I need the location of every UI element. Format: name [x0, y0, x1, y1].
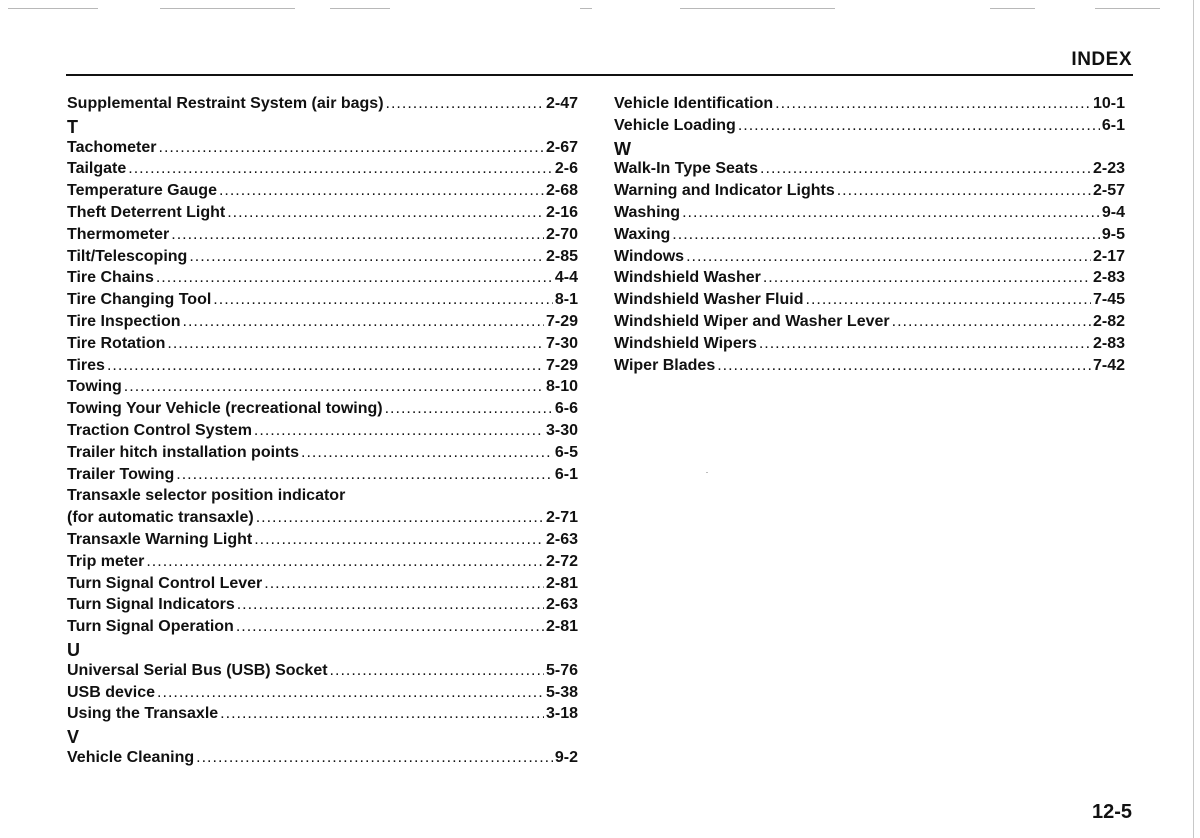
index-entry — [614, 226, 1125, 248]
index-entry — [67, 444, 578, 466]
entry-label: Walk-In Type Seats — [614, 160, 759, 178]
dot-leader — [837, 182, 1091, 200]
entry-page-ref: 2-23 — [1092, 160, 1125, 178]
entry-page-ref: 2-6 — [554, 160, 578, 178]
section-letter-text: V — [67, 727, 80, 748]
dot-leader — [156, 269, 553, 287]
dot-leader — [254, 531, 544, 549]
index-entry — [67, 313, 578, 335]
entry-label: Tilt/Telescoping — [67, 247, 188, 265]
section-letter — [67, 727, 578, 749]
entry-page-ref: 5-76 — [545, 661, 578, 679]
dot-leader — [176, 466, 553, 484]
index-entry — [67, 618, 578, 640]
index-entry — [67, 575, 578, 597]
entry-page-ref: 6-5 — [554, 443, 578, 461]
entry-page-ref: 2-47 — [545, 95, 578, 112]
section-letter-text: U — [67, 639, 80, 660]
entry-page-ref: 2-81 — [545, 618, 578, 636]
dot-leader — [717, 357, 1091, 375]
entry-page-ref: 2-72 — [545, 552, 578, 570]
index-entry — [614, 182, 1125, 204]
index-entry — [67, 531, 578, 553]
entry-page-ref: 6-6 — [554, 400, 578, 418]
dot-leader — [213, 291, 553, 309]
entry-label: Tire Chains — [67, 269, 154, 287]
entry-page-ref: 2-83 — [1092, 334, 1125, 352]
dot-leader — [157, 684, 544, 702]
entry-page-ref: 2-82 — [1092, 312, 1125, 330]
entry-page-ref: 2-16 — [545, 203, 578, 221]
index-entry — [67, 269, 578, 291]
entry-page-ref: 3-18 — [545, 705, 578, 723]
entry-page-ref: 10-1 — [1092, 95, 1125, 112]
entry-page-ref: 2-68 — [545, 182, 578, 200]
header-rule — [66, 74, 1133, 76]
entry-label: Tire Changing Tool — [67, 291, 212, 309]
entry-label: Trailer hitch installation points — [67, 443, 300, 461]
entry-label: Turn Signal Operation — [67, 618, 234, 636]
entry-page-ref: 7-29 — [545, 356, 578, 374]
dot-leader — [759, 335, 1091, 353]
entry-label: Tires — [67, 356, 105, 374]
dot-leader — [237, 596, 544, 614]
index-entry — [67, 400, 578, 422]
index-entry — [67, 160, 578, 182]
index-entry — [67, 248, 578, 270]
entry-page-ref: 2-67 — [545, 138, 578, 156]
entry-page-ref: 4-4 — [554, 269, 578, 287]
entry-label: (for automatic transaxle) — [67, 509, 254, 527]
dot-leader — [386, 95, 544, 113]
page-edge-line — [1193, 0, 1194, 838]
dot-leader — [167, 335, 544, 353]
entry-label: Tire Rotation — [67, 334, 166, 352]
entry-page-ref: 7-42 — [1092, 356, 1125, 374]
dot-leader — [301, 444, 553, 462]
entry-label: USB device — [67, 683, 156, 701]
dot-leader — [128, 160, 553, 178]
entry-page-ref: 9-4 — [1101, 203, 1125, 221]
section-letter — [67, 640, 578, 662]
dot-leader — [806, 291, 1091, 309]
index-entry — [614, 204, 1125, 226]
entry-label: Towing — [67, 378, 122, 396]
dot-leader — [227, 204, 544, 222]
dot-leader — [189, 248, 544, 266]
page-number: 12-5 — [1091, 801, 1132, 823]
index-column-right — [614, 95, 1125, 378]
entry-page-ref: 2-63 — [545, 596, 578, 614]
entry-page-ref: 2-63 — [545, 530, 578, 548]
index-entry — [67, 378, 578, 400]
entry-page-ref: 8-10 — [545, 378, 578, 396]
entry-label: Thermometer — [67, 225, 170, 243]
entry-label: Warning and Indicator Lights — [614, 182, 835, 200]
index-entry — [614, 291, 1125, 313]
dot-leader — [330, 662, 544, 680]
index-entry — [67, 291, 578, 313]
index-entry — [67, 466, 578, 488]
dot-leader — [124, 378, 544, 396]
dot-leader — [760, 160, 1091, 178]
entry-page-ref: 2-71 — [545, 509, 578, 527]
index-entry — [614, 160, 1125, 182]
entry-label: Towing Your Vehicle (recreational towing) — [67, 400, 383, 418]
entry-label: Windshield Washer Fluid — [614, 291, 804, 309]
index-entry — [67, 139, 578, 161]
dot-leader — [264, 575, 544, 593]
entry-page-ref: 6-1 — [1101, 116, 1125, 134]
entry-label: Supplemental Restraint System (air bags) — [67, 95, 384, 112]
dot-leader — [196, 749, 553, 767]
dot-leader — [892, 313, 1091, 331]
page-title: INDEX — [1071, 49, 1132, 70]
entry-page-ref: 2-83 — [1092, 269, 1125, 287]
entry-label: Vehicle Identification — [614, 95, 774, 112]
entry-page-ref: 9-2 — [554, 748, 578, 766]
entry-label: Windshield Wiper and Washer Lever — [614, 312, 890, 330]
dot-leader — [682, 204, 1100, 222]
entry-page-ref: 2-57 — [1092, 182, 1125, 200]
entry-label: Transaxle Warning Light — [67, 530, 253, 548]
dot-leader — [159, 139, 544, 157]
entry-label: Universal Serial Bus (USB) Socket — [67, 661, 328, 679]
index-column-left — [67, 95, 578, 771]
index-entry — [614, 335, 1125, 357]
index-entry — [67, 226, 578, 248]
entry-label: Windows — [614, 247, 685, 265]
index-entry — [614, 248, 1125, 270]
dot-leader — [672, 226, 1100, 244]
entry-label: Vehicle Loading — [614, 116, 736, 134]
index-entry — [67, 422, 578, 444]
dot-leader — [775, 95, 1091, 113]
dot-leader — [763, 269, 1091, 287]
index-entry — [614, 357, 1125, 379]
entry-label: Windshield Wipers — [614, 334, 757, 352]
section-letter — [614, 139, 1125, 161]
dot-leader — [236, 618, 544, 636]
entry-label: Temperature Gauge — [67, 182, 217, 200]
index-entry — [67, 509, 578, 531]
dot-leader — [146, 553, 544, 571]
entry-page-ref: 2-70 — [545, 225, 578, 243]
dot-leader — [254, 422, 544, 440]
index-entry — [614, 269, 1125, 291]
entry-label: Theft Deterrent Light — [67, 203, 226, 221]
entry-page-ref: 6-1 — [554, 465, 578, 483]
index-entry-heading — [67, 487, 578, 509]
entry-label: Using the Transaxle — [67, 705, 219, 723]
index-entry — [67, 182, 578, 204]
index-entry — [67, 553, 578, 575]
entry-label: Windshield Washer — [614, 269, 761, 287]
entry-page-ref: 8-1 — [554, 291, 578, 309]
entry-label: Trip meter — [67, 552, 145, 570]
dot-leader — [219, 182, 544, 200]
entry-label: Tire Inspection — [67, 312, 181, 330]
dot-leader — [385, 400, 553, 418]
section-letter-text: W — [614, 138, 631, 159]
entry-page-ref: 7-29 — [545, 312, 578, 330]
index-entry — [67, 705, 578, 727]
entry-label: Turn Signal Indicators — [67, 596, 235, 614]
dot-leader — [738, 117, 1100, 135]
entry-label: Traction Control System — [67, 421, 252, 439]
entry-label: Waxing — [614, 225, 671, 243]
entry-label: Washing — [614, 203, 681, 221]
entry-label: Vehicle Cleaning — [67, 748, 195, 766]
index-entry — [614, 117, 1125, 139]
dot-leader — [107, 357, 544, 375]
dot-leader — [171, 226, 544, 244]
index-entry — [67, 95, 578, 117]
index-entry — [67, 662, 578, 684]
entry-page-ref: 7-30 — [545, 334, 578, 352]
entry-page-ref: 3-30 — [545, 421, 578, 439]
dot-leader — [256, 509, 544, 527]
entry-page-ref: 7-45 — [1092, 291, 1125, 309]
index-entry — [614, 313, 1125, 335]
scan-artifact-marks — [0, 8, 1200, 10]
entry-label: Wiper Blades — [614, 356, 716, 374]
section-letter — [67, 117, 578, 139]
index-entry — [67, 684, 578, 706]
entry-label: Transaxle selector position indicator — [67, 487, 346, 505]
section-letter-text: T — [67, 116, 78, 137]
dot-leader — [686, 248, 1091, 266]
entry-label: Tailgate — [67, 160, 127, 178]
index-entry — [67, 749, 578, 771]
entry-page-ref: 2-17 — [1092, 247, 1125, 265]
entry-page-ref: 9-5 — [1101, 225, 1125, 243]
index-entry — [67, 357, 578, 379]
index-entry — [67, 204, 578, 226]
dot-leader — [183, 313, 544, 331]
entry-label: Trailer Towing — [67, 465, 175, 483]
entry-page-ref: 5-38 — [545, 683, 578, 701]
entry-label: Tachometer — [67, 138, 157, 156]
index-entry — [67, 335, 578, 357]
scan-speck — [706, 472, 708, 473]
entry-page-ref: 2-81 — [545, 574, 578, 592]
entry-label: Turn Signal Control Lever — [67, 574, 263, 592]
entry-page-ref: 2-85 — [545, 247, 578, 265]
dot-leader — [220, 705, 544, 723]
index-entry — [67, 596, 578, 618]
index-entry — [614, 95, 1125, 117]
